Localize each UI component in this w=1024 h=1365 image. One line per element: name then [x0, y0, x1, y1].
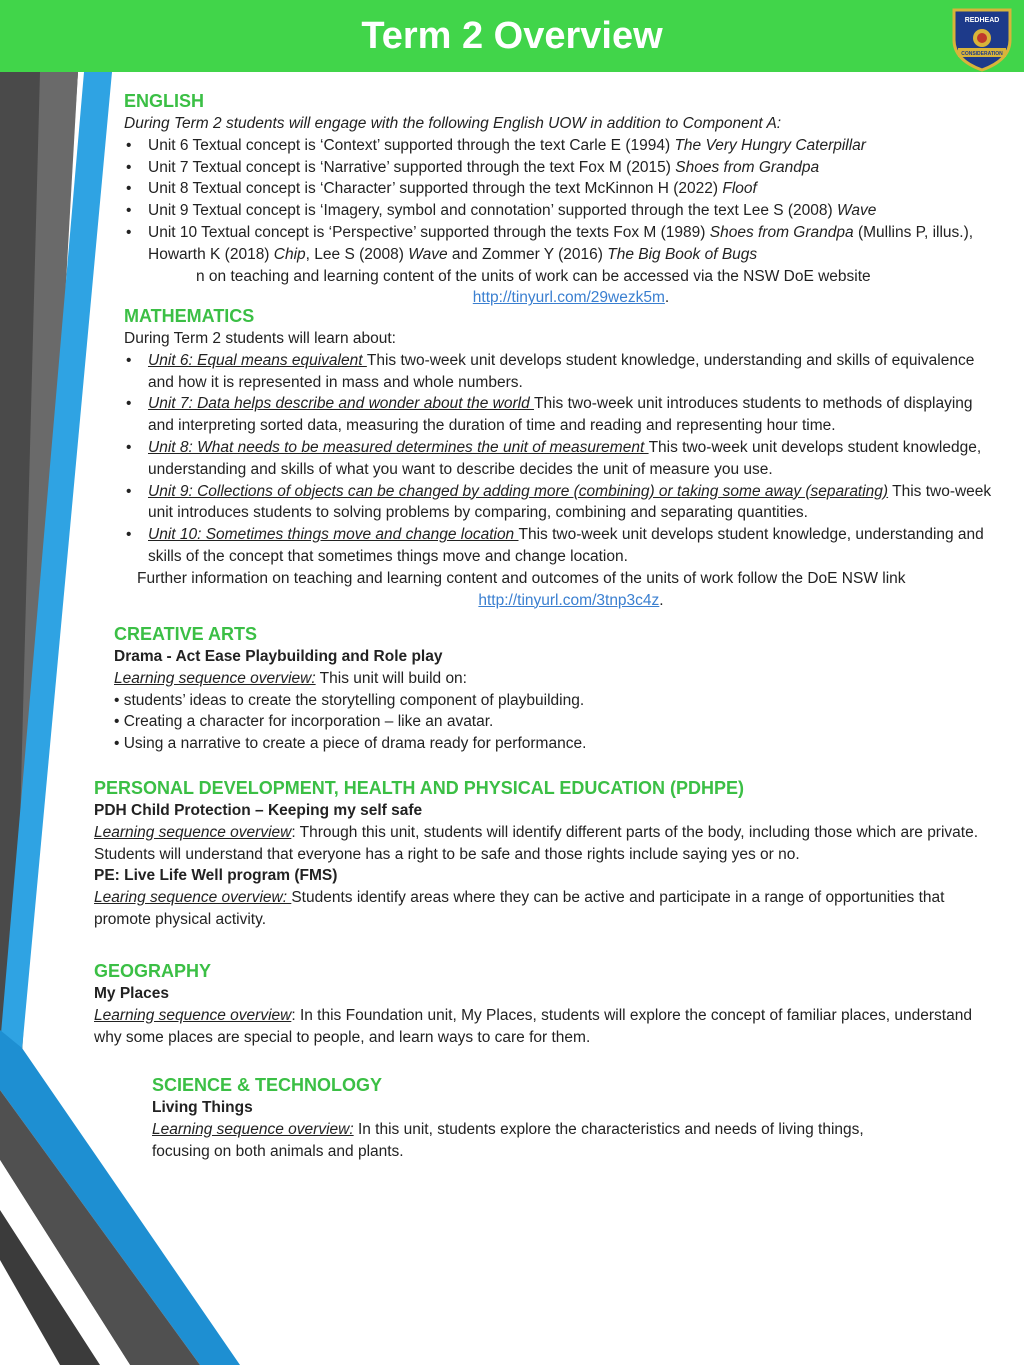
english-intro: During Term 2 students will engage with the following English UOW in addition to Component A:: [124, 115, 782, 132]
english-more-info: n on teaching and learning content of the units of work can be accessed via the NSW DoE website: [196, 267, 871, 285]
pdhpe-heading: PERSONAL DEVELOPMENT, HEALTH AND PHYSICAL EDUCATION (PDHPE): [94, 778, 745, 798]
mathematics-heading: MATHEMATICS: [124, 306, 255, 326]
list-item: • Unit 7 Textual concept is ‘Narrative’ supported through the text Fox M (2015) Shoes from Grandpa: [124, 157, 994, 179]
creative-arts-heading: CREATIVE ARTS: [114, 624, 258, 644]
logo-text-top: REDHEAD: [964, 17, 1000, 24]
pdhpe-section: PERSONAL DEVELOPMENT, HEALTH AND PHYSICAL EDUCATION (PDHPE) PDH Child Protection – Keeping my self safe Learning sequence overview: Through this unit, students will identify different parts of the body, including those which are private. Students will understand that everyone has a right to be safe and those rights include saying yes or no. PE: Live Life Well program (FMS) Learing sequence overview: Students identify areas where they can be active and participate in a range of opportunities that promote physical activity.: [94, 776, 994, 931]
mathematics-more-info: Further information on teaching and learning content and outcomes of the units of work follow the DoE NSW link: [137, 569, 906, 587]
list-item: • Unit 6: Equal means equivalent This two-week unit develops student knowledge, understanding and skills of equivalence and how it is represented in mass and whole numbers.: [124, 350, 994, 394]
mathematics-section: MATHEMATICS During Term 2 students will learn about: • Unit 6: Equal means equivalent This two-week unit develops student knowledge, understanding and skills of equivalence and how it is represented in mass and whole numbers. • Unit 7: Data helps describe and wonder about the world This two-week unit introduces students to methods of displaying and interpreting sorted data, measuring the duration of time and reading and representing hour time. • Unit 8: What needs to be measured determines the unit of measurement This two-week unit develops student knowledge, understanding and skills of what you want to describe decides the unit of measure you use. • Unit 9: Collections of objects can be changed by adding more (combining) or taking some away (separating) This two-week unit introduces students to solving problems by comparing, combining and separating quantities. • Unit 10: Sometimes things move and change location This two-week unit develops student knowledge, understanding and skills of the concept that sometimes things move and change location. Further information on teaching and learning content and outcomes of the units of work follow the DoE NSW link http://tinyurl.com/3tnp3c4z.: [124, 304, 994, 611]
mathematics-intro: During Term 2 students will learn about:: [124, 330, 396, 347]
page-title: Term 2 Overview: [361, 15, 663, 57]
science-text: In this unit, students explore the characteristics and needs of living things, focusing on both animals and plants.: [152, 1120, 864, 1160]
creative-arts-subheading: Drama - Act Ease Playbuilding and Role play: [114, 648, 443, 665]
geography-subheading: My Places: [94, 985, 169, 1002]
list-item: • Unit 6 Textual concept is ‘Context’ supported through the text Carle E (1994) The Very Hungry Caterpillar: [124, 135, 994, 157]
creative-arts-section: CREATIVE ARTS Drama - Act Ease Playbuilding and Role play Learning sequence overview: This unit will build on: • students’ ideas to create the storytelling component of playbuilding. • Creating a character for incorporation – like an avatar. • Using a narrative to create a piece of drama ready for performance.: [114, 622, 974, 755]
list-item: • Unit 10: Sometimes things move and change location This two-week unit develops student knowledge, understanding and skills of the concept that sometimes things move and change location.: [124, 524, 994, 568]
mathematics-doe-link[interactable]: http://tinyurl.com/3tnp3c4z: [478, 591, 660, 609]
list-item: • Unit 10 Textual concept is ‘Perspective’ supported through the texts Fox M (1989) Shoes from Grandpa (Mullins P, illus.), Howarth K (2018) Chip, Lee S (2008) Wave and Zommer Y (2016) The Big Book of Bugs: [124, 222, 994, 266]
geography-text: : In this Foundation unit, My Places, students will explore the concept of familiar places, understand why some places are special to people, and learn ways to care for them.: [94, 1006, 972, 1046]
creative-arts-overview-label: Learning sequence overview:: [114, 669, 316, 687]
list-item: • Unit 7: Data helps describe and wonder about the world This two-week unit introduces students to methods of displaying and interpreting sorted data, measuring the duration of time and reading and representing hour time.: [124, 393, 994, 437]
geography-heading: GEOGRAPHY: [94, 961, 212, 981]
list-item: • Using a narrative to create a piece of drama ready for performance.: [114, 735, 587, 753]
pdhpe-subheading-pe: PE: Live Life Well program (FMS): [94, 867, 338, 885]
pdhpe-text-child-protection: : Through this unit, students will identify different parts of the body, including those which are private. Students will understand that everyone has a right to be safe and those rights include saying yes or no.: [94, 823, 979, 863]
english-section: ENGLISH During Term 2 students will engage with the following English UOW in addition to Component A: • Unit 6 Textual concept is ‘Context’ supported through the text Carle E (1994) The Very Hungry Caterpillar • Unit 7 Textual concept is ‘Narrative’ supported through the text Fox M (2015) Shoes from Grandpa • Unit 8 Textual concept is ‘Character’ supported through the text McKinnon H (2022) Floof • Unit 9 Textual concept is ‘Imagery, symbol and connotation’ supported through the text Lee S (2008) Wave • Unit 10 Textual concept is ‘Perspective’ supported through the texts Fox M (1989) Shoes from Grandpa (Mullins P, illus.), Howarth K (2018) Chip, Lee S (2008) Wave and Zommer Y (2016) The Big Book of Bugs n on teaching and learning content of the units of work can be accessed via the NSW DoE website http://tinyurl.com/29wezk5m.: [124, 89, 994, 309]
list-item: • Creating a character for incorporation – like an avatar.: [114, 713, 494, 731]
mathematics-unit-list: [124, 350, 994, 568]
science-heading: SCIENCE & TECHNOLOGY: [152, 1075, 383, 1095]
list-item: • Unit 9: Collections of objects can be changed by adding more (combining) or taking some away (separating) This two-week unit introduces students to solving problems by comparing, combining and separating quantities.: [124, 481, 994, 525]
list-item: • students’ ideas to create the storytelling component of playbuilding.: [114, 691, 585, 709]
science-subheading: Living Things: [152, 1099, 253, 1116]
list-item: • Unit 8: What needs to be measured determines the unit of measurement This two-week unit develops student knowledge, understanding and skills of what you want to describe decides the unit of measure you use.: [124, 437, 994, 481]
list-item: • Unit 9 Textual concept is ‘Imagery, symbol and connotation’ supported through the text Lee S (2008) Wave: [124, 200, 994, 222]
english-unit-list: [124, 135, 994, 266]
pdhpe-subheading-child-protection: PDH Child Protection – Keeping my self safe: [94, 802, 423, 819]
english-doe-link[interactable]: http://tinyurl.com/29wezk5m: [472, 289, 665, 307]
science-section: SCIENCE & TECHNOLOGY Living Things Learning sequence overview: In this unit, students explore the characteristics and needs of living things, focusing on both animals and plants.: [152, 1073, 912, 1162]
pdhpe-text-pe: Students identify areas where they can be active and participate in a range of opportunities that promote physical activity.: [94, 889, 945, 928]
logo-text-bottom: CONSIDERATION: [961, 51, 1003, 57]
english-heading: ENGLISH: [124, 91, 205, 111]
list-item: • Unit 8 Textual concept is ‘Character’ supported through the text McKinnon H (2022) Floof: [124, 178, 994, 200]
geography-section: GEOGRAPHY My Places Learning sequence overview: In this Foundation unit, My Places, students will explore the concept of familiar places, understand why some places are special to people, and learn ways to care for them.: [94, 959, 974, 1048]
